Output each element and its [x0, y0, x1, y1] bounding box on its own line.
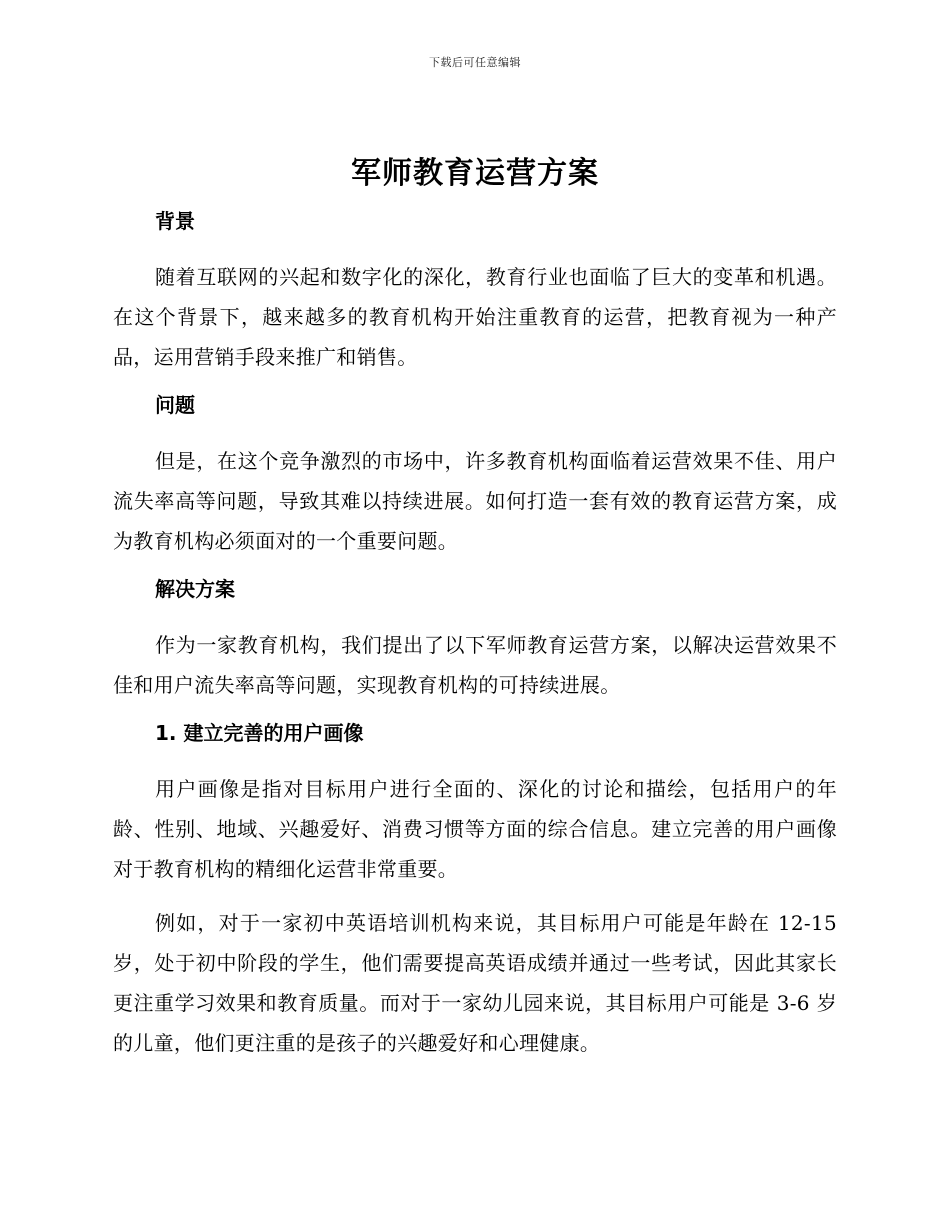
document-title: 军师教育运营方案: [351, 156, 599, 191]
header-note: 下载后可任意编辑: [429, 56, 521, 69]
problem-paragraph: 但是，在这个竞争激烈的市场中，许多教育机构面临着运营效果不佳、用户流失率高等问题，导致其难以持续进展。如何打造一套有效的教育运营方案，成为教育机构必须面对的一个重要问题。: [113, 449, 837, 553]
section-heading-user-profile: 1. 建立完善的用户画像: [155, 721, 364, 745]
background-paragraph: 随着互联网的兴起和数字化的深化，教育行业也面临了巨大的变革和机遇。在这个背景下，越来越多的教育机构开始注重教育的运营，把教育视为一种产品，运用营销手段来推广和销售。: [113, 265, 837, 369]
document-body: [113, 205, 837, 1063]
section-heading-problem: 问题: [155, 393, 195, 417]
user-profile-example-paragraph: 例如，对于一家初中英语培训机构来说，其目标用户可能是年龄在 12-15 岁，处于初中阶段的学生，他们需要提高英语成绩并通过一些考试，因此其家长更注重学习效果和教育质量。而对于一家幼儿园来说，其目标用户可能是 3-6 岁的儿童，他们更注重的是孩子的兴趣爱好和心理健康。: [113, 911, 837, 1055]
section-heading-solution: 解决方案: [155, 577, 235, 601]
section-heading-background: 背景: [155, 209, 195, 233]
user-profile-paragraph: 用户画像是指对目标用户进行全面的、深化的讨论和描绘，包括用户的年龄、性别、地域、兴趣爱好、消费习惯等方面的综合信息。建立完善的用户画像对于教育机构的精细化运营非常重要。: [113, 777, 837, 881]
solution-paragraph: 作为一家教育机构，我们提出了以下军师教育运营方案，以解决运营效果不佳和用户流失率高等问题，实现教育机构的可持续进展。: [113, 633, 837, 697]
